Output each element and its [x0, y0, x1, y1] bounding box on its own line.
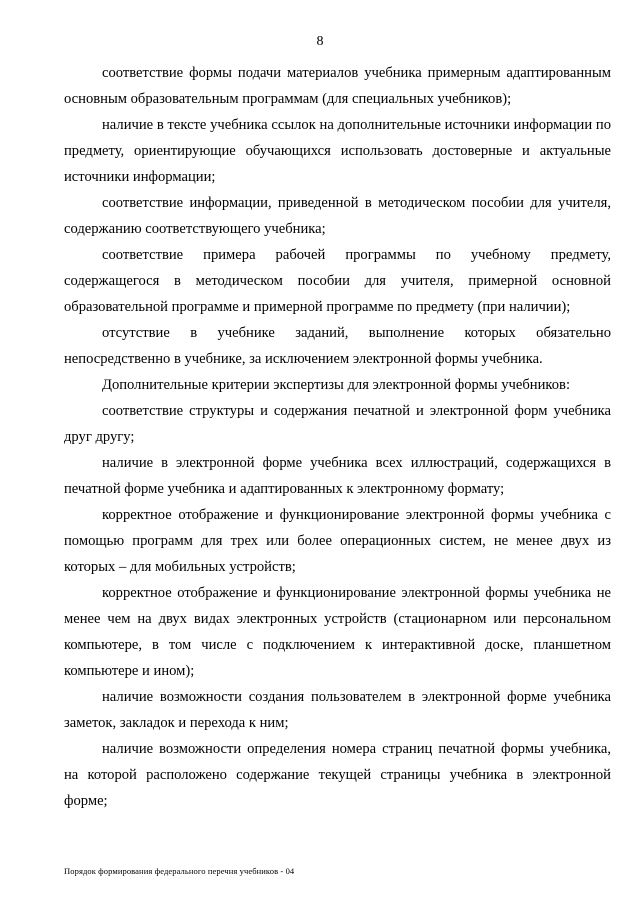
paragraph: наличие в тексте учебника ссылок на дополнительные источники информации по предмету, ориентирующие обучающихся использовать достоверные и актуальные источники информации;	[64, 117, 611, 185]
paragraph: корректное отображение и функционирование электронной формы учебника с помощью программ для трех или более операционных систем, не менее двух из которых – для мобильных устройств;	[64, 507, 611, 575]
paragraph: отсутствие в учебнике заданий, выполнение которых обязательно непосредственно в учебнике, за исключением электронной формы учебника.	[64, 325, 611, 367]
body-text	[64, 60, 611, 814]
paragraph: наличие в электронной форме учебника всех иллюстраций, содержащихся в печатной форме учебника и адаптированных к электронному формату;	[64, 455, 611, 497]
paragraph: наличие возможности создания пользователем в электронной форме учебника заметок, закладок и перехода к ним;	[64, 689, 611, 731]
page-footer: Порядок формирования федерального перечня учебников - 04	[64, 866, 295, 876]
paragraph: наличие возможности определения номера страниц печатной формы учебника, на которой расположено содержание текущей страницы учебника в электронной форме;	[64, 741, 611, 809]
paragraph: соответствие формы подачи материалов учебника примерным адаптированным основным образовательным программам (для специальных учебников);	[64, 65, 611, 107]
paragraph: корректное отображение и функционирование электронной формы учебника не менее чем на двух видах электронных устройств (стационарном или персональном компьютере, в том числе с подключением к интерактивной доске, планшетном компьютере и ином);	[64, 585, 611, 679]
paragraph: соответствие структуры и содержания печатной и электронной форм учебника друг другу;	[64, 403, 611, 445]
paragraph: соответствие примера рабочей программы по учебному предмету, содержащегося в методическом пособии для учителя, примерной основной образовательной программе и примерной программе по предмету (при наличии);	[64, 247, 611, 315]
paragraph: Дополнительные критерии экспертизы для электронной формы учебников:	[102, 377, 571, 393]
paragraph: соответствие информации, приведенной в методическом пособии для учителя, содержанию соответствующего учебника;	[64, 195, 611, 237]
page-number: 8	[316, 34, 324, 49]
